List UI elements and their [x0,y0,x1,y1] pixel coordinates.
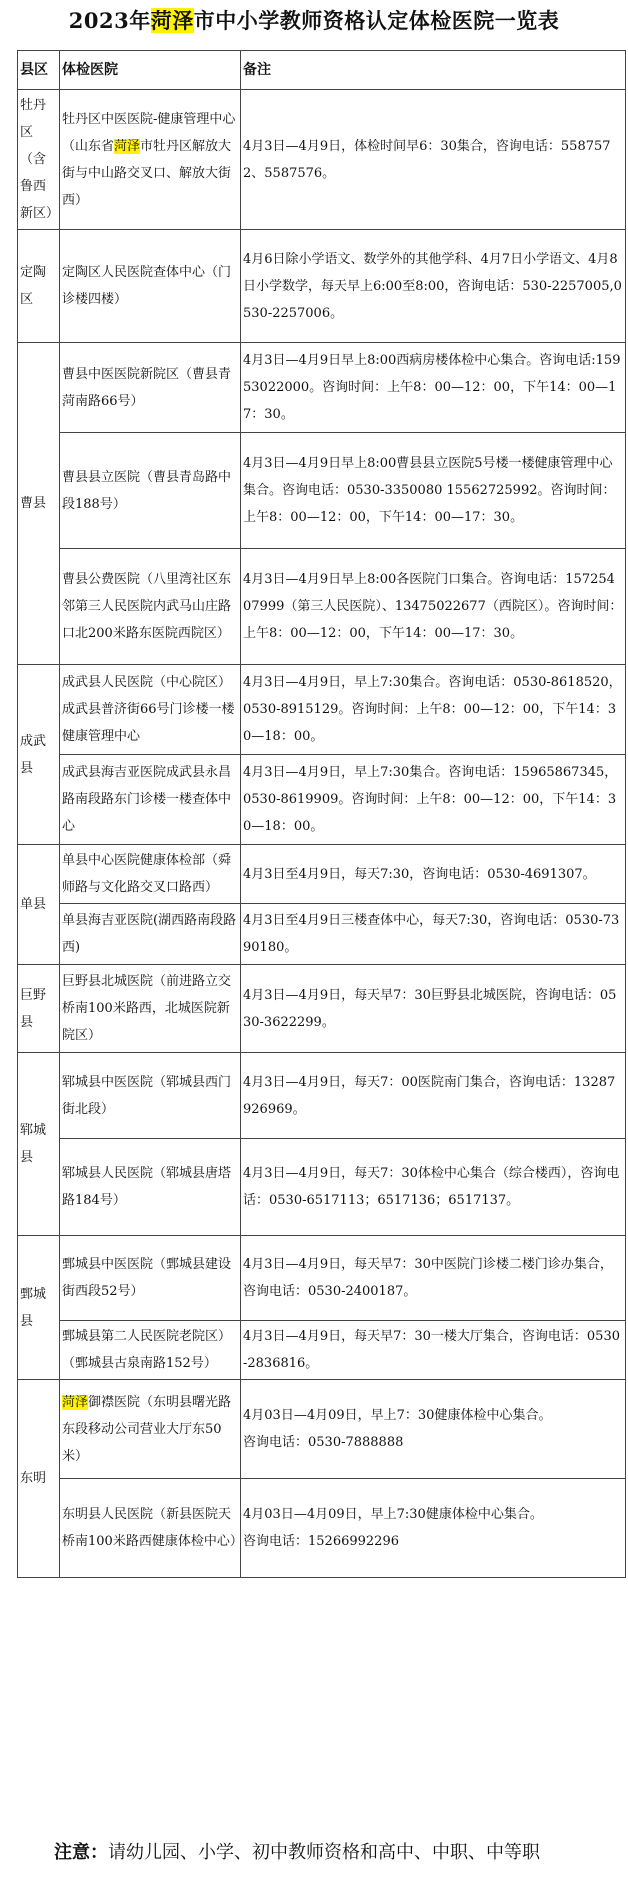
page-title [0,6,628,36]
hospital-cell [60,90,241,230]
county-cell: 成武县 [18,665,60,845]
note-text: 4月3日—4月9日，每天7：30体检中心集合（综合楼西），咨询电话：0530-6517113；6517136；6517137。 [243,1166,620,1208]
table-row [18,433,626,549]
note-cell [241,230,626,343]
table-row [18,845,626,904]
county-cell: 郓城县 [18,1053,60,1236]
note-cell [241,1139,626,1236]
note-text: 4月6日除小学语文、数学外的其他学科、4月7日小学语文、4月8日小学数学，每天早上6:00至8:00，咨询电话：530-2257005,0530-2257006。 [243,251,622,321]
county-cell: 牡丹区（含鲁西新区） [18,90,60,230]
hospital-text: 牡丹区中医医院-健康管理中心（山东省 [62,111,236,154]
table-row [18,1236,626,1321]
title-suffix: 市中小学教师资格认定体检医院一览表 [193,8,560,33]
hospital-cell [60,549,241,665]
header-county: 县区 [18,51,60,90]
table-row [18,90,626,230]
hospital-text: 单县中心医院健康体检部（舜师路与文化路交叉口路西） [62,853,232,895]
note-text: 4月3日—4月9日，每天早7：30巨野县北城医院，咨询电话：0530-3622299。 [243,987,617,1030]
footer-text: 请幼儿园、小学、初中教师资格和高中、中职、中等职 [108,1842,540,1863]
title-highlight: 菏泽 [150,8,194,33]
county-cell: 鄄城县 [18,1236,60,1380]
table-row [18,343,626,433]
header-note: 备注 [241,51,626,90]
note-cell [241,755,626,845]
note-text: 咨询电话：0530-7888888 [243,1435,404,1450]
hospital-cell [60,755,241,845]
note-text: 4月3日—4月9日，体检时间早6：30集合，咨询电话：5587572、5587576。 [243,138,611,181]
hospital-text: 东明县人民医院（新县医院天桥南100米路西健康体检中心） [62,1507,243,1549]
hospital-cell [60,665,241,755]
table-row [18,230,626,343]
hospital-cell [60,230,241,343]
hospital-text: 郓城县人民医院（郓城县唐塔路184号） [62,1166,232,1208]
hospital-cell [60,965,241,1053]
note-cell [241,90,626,230]
note-text: 咨询电话：15266992296 [243,1534,399,1549]
hospital-cell [60,904,241,965]
hospital-cell [60,1479,241,1578]
note-cell [241,665,626,755]
hospital-text: 鄄城县第二人民医院老院区）（鄄城县古泉南路152号） [62,1329,232,1371]
note-text: 4月3日—4月9日早上8:00曹县县立医院5号楼一楼健康管理中心集合。咨询电话：0530-3350080 15562725992。咨询时间：上午8：00—12：00，下午14：00—17：30。 [243,456,616,525]
note-cell [241,904,626,965]
hospital-text: 鄄城县中医医院（鄄城县建设街西段52号） [62,1257,232,1299]
hospital-cell [60,343,241,433]
table-body [18,90,626,1578]
hospital-cell [60,845,241,904]
hospital-text: 成武县海吉亚医院成武县永昌路南段路东门诊楼一楼查体中心 [62,765,232,834]
hospital-text: 曹县公费医院（八里湾社区东邻第三人民医院内武马山庄路口北200米路东医院西院区） [62,572,232,641]
county-cell: 巨野县 [18,965,60,1053]
hospital-text: 曹县中医医院新院区（曹县青菏南路66号） [62,366,232,409]
county-cell: 定陶区 [18,230,60,343]
hospital-cell [60,433,241,549]
hospital-text: 市牡丹区解放大街与中山路交叉口、解放大街西） [62,138,232,208]
note-text: 4月3日—4月9日，每天7：00医院南门集合，咨询电话：13287926969。 [243,1074,616,1117]
note-cell [241,1380,626,1479]
note-cell [241,1479,626,1578]
note-cell [241,549,626,665]
hospital-cell [60,1139,241,1236]
table-row [18,549,626,665]
table-header-row [18,51,626,90]
note-cell [241,1321,626,1380]
table-row [18,755,626,845]
note-cell [241,845,626,904]
hospital-text: 单县海吉亚医院(湖西路南段路西) [62,913,237,955]
table-row [18,1321,626,1380]
hospital-text: 郓城县中医医院（郓城县西门街北段） [62,1074,232,1117]
county-cell: 东明 [18,1380,60,1578]
hospital-cell [60,1053,241,1139]
county-cell: 单县 [18,845,60,965]
table-row [18,665,626,755]
note-text: 4月3日—4月9日，早上7:30集合。咨询电话：0530-8618520，0530-8915129。咨询时间：上午8：00—12：00，下午14：30—18：00。 [243,675,622,744]
table-row [18,965,626,1053]
hospital-cell [60,1236,241,1321]
hospital-text: 巨野县北城医院（前进路立交桥南100米路西，北城医院新院区） [62,974,232,1043]
note-text: 4月3日—4月9日早上8:00各医院门口集合。咨询电话：15725407999（第三人民医院）、13475022677（西院区）。咨询时间：上午8：00—12：00，下午14：00—17：30。 [243,572,623,641]
hospital-cell [60,1321,241,1380]
hospital-text: 曹县县立医院（曹县青岛路中段188号） [62,469,232,512]
footer-label: 注意： [54,1842,108,1863]
note-text: 4月3日—4月9日，每天早7：30一楼大厅集合，咨询电话：0530-2836816。 [243,1329,620,1371]
table-row [18,1479,626,1578]
table-row [18,1139,626,1236]
note-cell [241,343,626,433]
note-cell [241,433,626,549]
hospital-text: 御襟医院（东明县曙光路东段移动公司营业大厅东50米） [62,1394,232,1464]
hospital-cell [60,1380,241,1479]
hospital-table [17,50,626,1578]
table-row [18,1053,626,1139]
note-text: 4月03日—4月09日，早上7:30健康体检中心集合。 [243,1507,543,1522]
note-cell [241,1236,626,1321]
note-cell [241,965,626,1053]
note-text: 4月3日至4月9日三楼查体中心，每天7:30，咨询电话：0530-7390180。 [243,913,620,955]
table-row [18,904,626,965]
hospital-text: 菏泽 [62,1394,89,1410]
header-hospital: 体检医院 [60,51,241,90]
hospital-text: 菏泽 [114,138,141,154]
note-text: 4月03日—4月09日，早上7：30健康体检中心集合。 [243,1408,552,1423]
hospital-text: 成武县人民医院（中心院区）成武县普济街66号门诊楼一楼健康管理中心 [62,675,235,744]
hospital-text: 定陶区人民医院查体中心（门诊楼四楼） [62,265,232,307]
note-text: 4月3日—4月9日早上8:00西病房楼体检中心集合。咨询电话:15953022000。咨询时间：上午8：00—12：00，下午14：00—17：30。 [243,353,621,422]
note-cell [241,1053,626,1139]
note-text: 4月3日—4月9日，早上7:30集合。咨询电话：15965867345，0530-8619909。咨询时间：上午8：00—12：00，下午14：30—18：00。 [243,765,618,834]
note-text: 4月3日—4月9日，每天早7：30中医院门诊楼二楼门诊办集合，咨询电话：0530-2400187。 [243,1257,613,1299]
footer-note [54,1840,628,1866]
title-prefix: 2023年 [68,8,151,33]
county-cell: 曹县 [18,343,60,665]
table-row [18,1380,626,1479]
note-text: 4月3日至4月9日，每天7:30，咨询电话：0530-4691307。 [243,866,596,882]
